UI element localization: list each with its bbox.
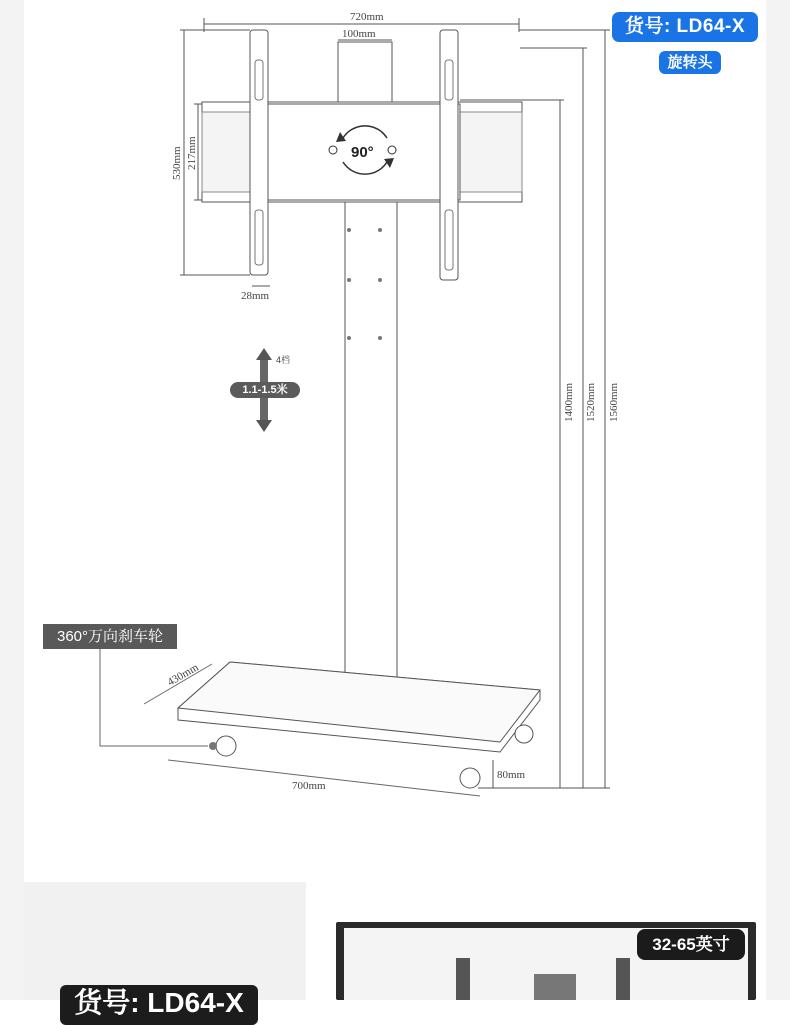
- dim-height-1400: 1400mm: [563, 382, 575, 422]
- height-levels-label: 4档: [276, 355, 291, 365]
- caster-label: 360°万向刹车轮: [43, 624, 177, 649]
- lower-product-panel: [24, 882, 306, 1000]
- screen-size-badge: 32-65英寸: [637, 929, 745, 960]
- dim-height-1560: 1560mm: [608, 382, 620, 422]
- dim-height-530: 530mm: [171, 146, 183, 180]
- height-range-pill: 1.1-1.5米: [230, 382, 300, 398]
- dim-base-depth: 430mm: [165, 661, 201, 689]
- rotation-angle-label: 90°: [351, 144, 374, 161]
- dim-width-720: 720mm: [350, 11, 384, 23]
- lower-model-badge: 货号: LD64-X: [60, 985, 258, 1025]
- dim-base-width: 700mm: [292, 780, 326, 792]
- dim-height-1520: 1520mm: [585, 382, 597, 422]
- dim-height-217: 217mm: [186, 136, 198, 170]
- dim-width-100: 100mm: [342, 28, 376, 40]
- model-number-badge: 货号: LD64-X: [612, 12, 758, 42]
- dim-wheel-height: 80mm: [497, 769, 526, 781]
- rotating-head-badge: 旋转头: [659, 51, 721, 74]
- dim-depth-28: 28mm: [241, 290, 270, 302]
